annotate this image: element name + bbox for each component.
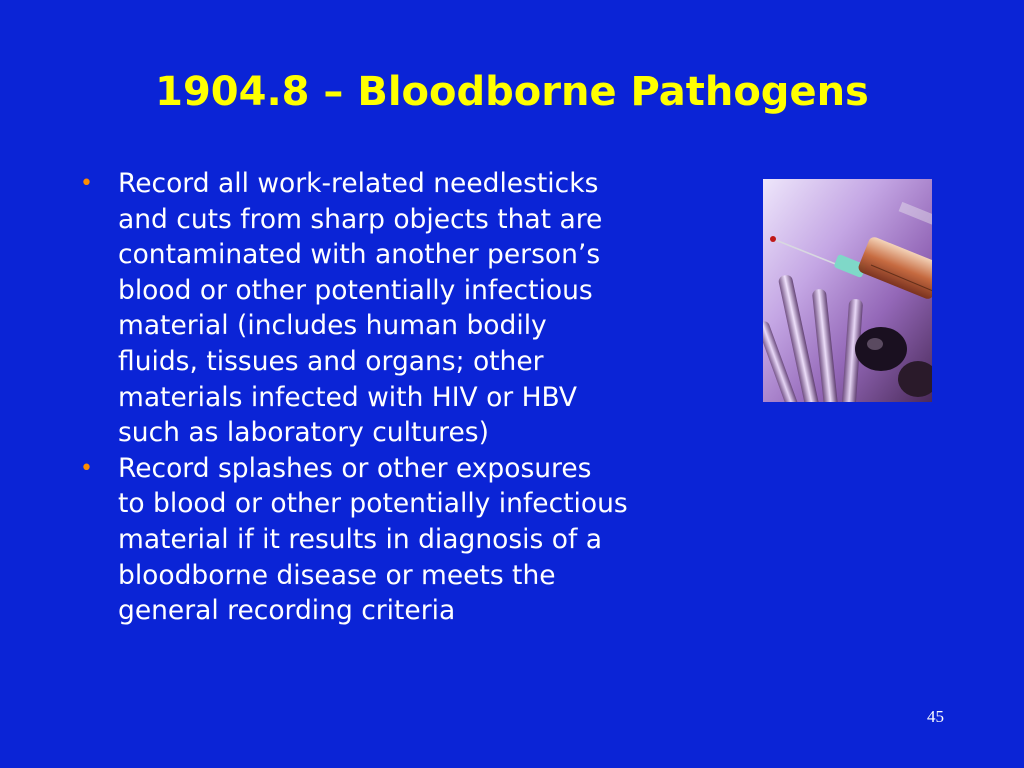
bullet-list [80,166,760,629]
bullet-text [118,166,760,451]
bullet-line: fluids, tissues and organs; other [118,345,544,377]
bullet-line: materials infected with HIV or HBV [118,381,578,413]
bullet-text [118,451,760,629]
bullet-line: to blood or other potentially infectious [118,488,628,520]
bullet-item [80,451,760,629]
bullet-icon: • [80,455,93,481]
bullet-line: general recording criteria [118,595,456,627]
bullet-line: and cuts from sharp objects that are [118,203,603,235]
bullet-line: Record splashes or other exposures [118,452,592,484]
bullet-line: such as laboratory cultures) [118,417,489,449]
syringe-illustration [763,179,932,402]
bullet-line: contaminated with another person’s [118,239,601,271]
bullet-line: bloodborne disease or meets the [118,559,556,591]
bullet-icon: • [80,171,93,196]
bullet-line: Record all work-related needlesticks [118,168,599,199]
bullet-item [80,166,760,451]
syringe-photo-icon [763,179,932,402]
bullet-line: material (includes human bodily [118,310,547,342]
page-number: 45 [927,707,944,726]
slide-title: 1904.8 – Bloodborne Pathogens [155,69,869,115]
bullet-line: blood or other potentially infectious [118,274,593,306]
bullet-line: material if it results in diagnosis of a [118,523,602,555]
